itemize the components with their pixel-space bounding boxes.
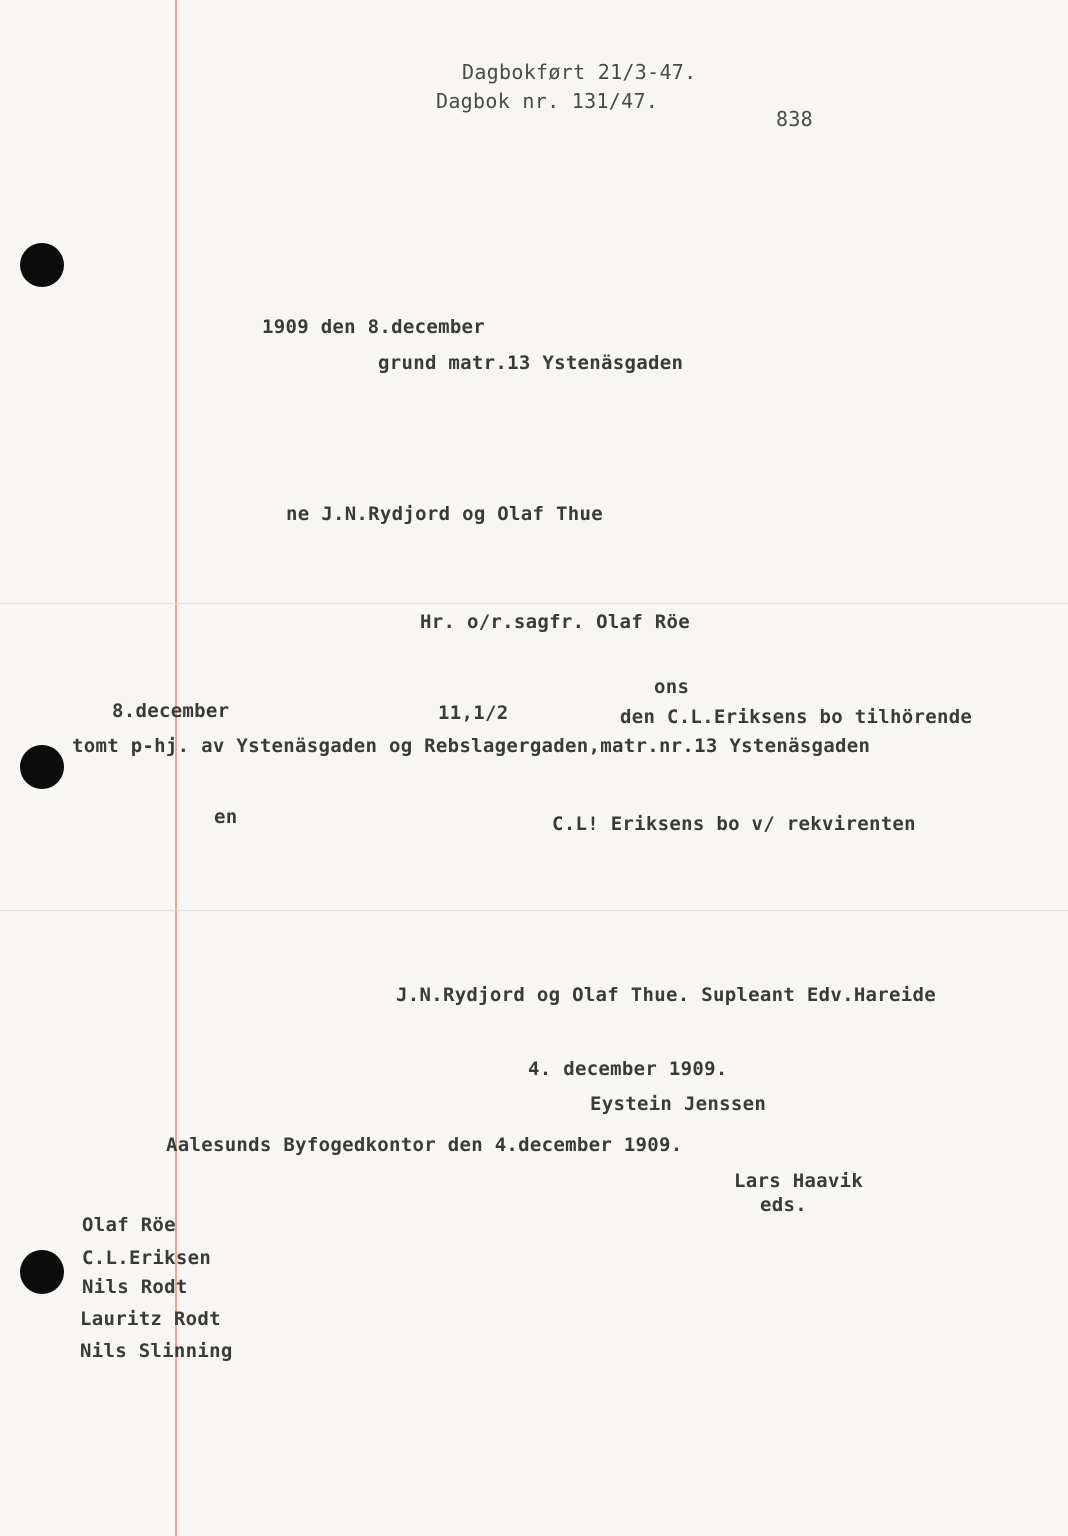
signed-date: 4. december 1909.: [528, 1058, 728, 1080]
signer-2-title: eds.: [760, 1194, 807, 1216]
date-line: 1909 den 8.december: [262, 316, 486, 338]
dagbokfort-stamp: Dagbokført 21/3-47.: [462, 60, 697, 84]
fold-line-upper: [0, 603, 1068, 604]
name-list-item: Nils Rodt: [82, 1276, 188, 1298]
punch-hole-middle: [20, 745, 64, 789]
punch-hole-top: [20, 243, 64, 287]
name-list-item: C.L.Eriksen: [82, 1247, 212, 1269]
attorney-line: Hr. o/r.sagfr. Olaf Röe: [420, 611, 690, 633]
name-list-item: Olaf Röe: [82, 1214, 176, 1236]
page-number: 838: [776, 107, 814, 131]
ons-word: ons: [654, 676, 690, 698]
requester-line: C.L! Eriksens bo v/ rekvirenten: [552, 813, 916, 835]
red-margin-line: [175, 0, 177, 1536]
name-list-item: Nils Slinning: [80, 1340, 233, 1362]
dagbok-number: Dagbok nr. 131/47.: [436, 89, 659, 113]
meeting-date: 8.december: [112, 700, 230, 722]
parties-line: ne J.N.Rydjord og Olaf Thue: [286, 503, 603, 525]
name-list-item: Lauritz Rodt: [80, 1308, 221, 1330]
signer-2: Lars Haavik: [734, 1170, 864, 1192]
fold-line-lower: [0, 910, 1068, 911]
en-word: en: [214, 806, 238, 828]
office-line: Aalesunds Byfogedkontor den 4.december 1909.: [166, 1134, 683, 1156]
property-line: tomt p-hj. av Ystenäsgaden og Rebslagergaden,matr.nr.13 Ystenäsgaden: [72, 735, 871, 757]
estate-line: den C.L.Eriksens bo tilhörende: [620, 706, 973, 728]
grund-line: grund matr.13 Ystenäsgaden: [378, 352, 684, 374]
punch-hole-bottom: [20, 1250, 64, 1294]
meeting-time: 11,1/2: [438, 702, 509, 724]
signer-1: Eystein Jenssen: [590, 1093, 767, 1115]
witnesses-line: J.N.Rydjord og Olaf Thue. Supleant Edv.Hareide: [396, 984, 936, 1006]
